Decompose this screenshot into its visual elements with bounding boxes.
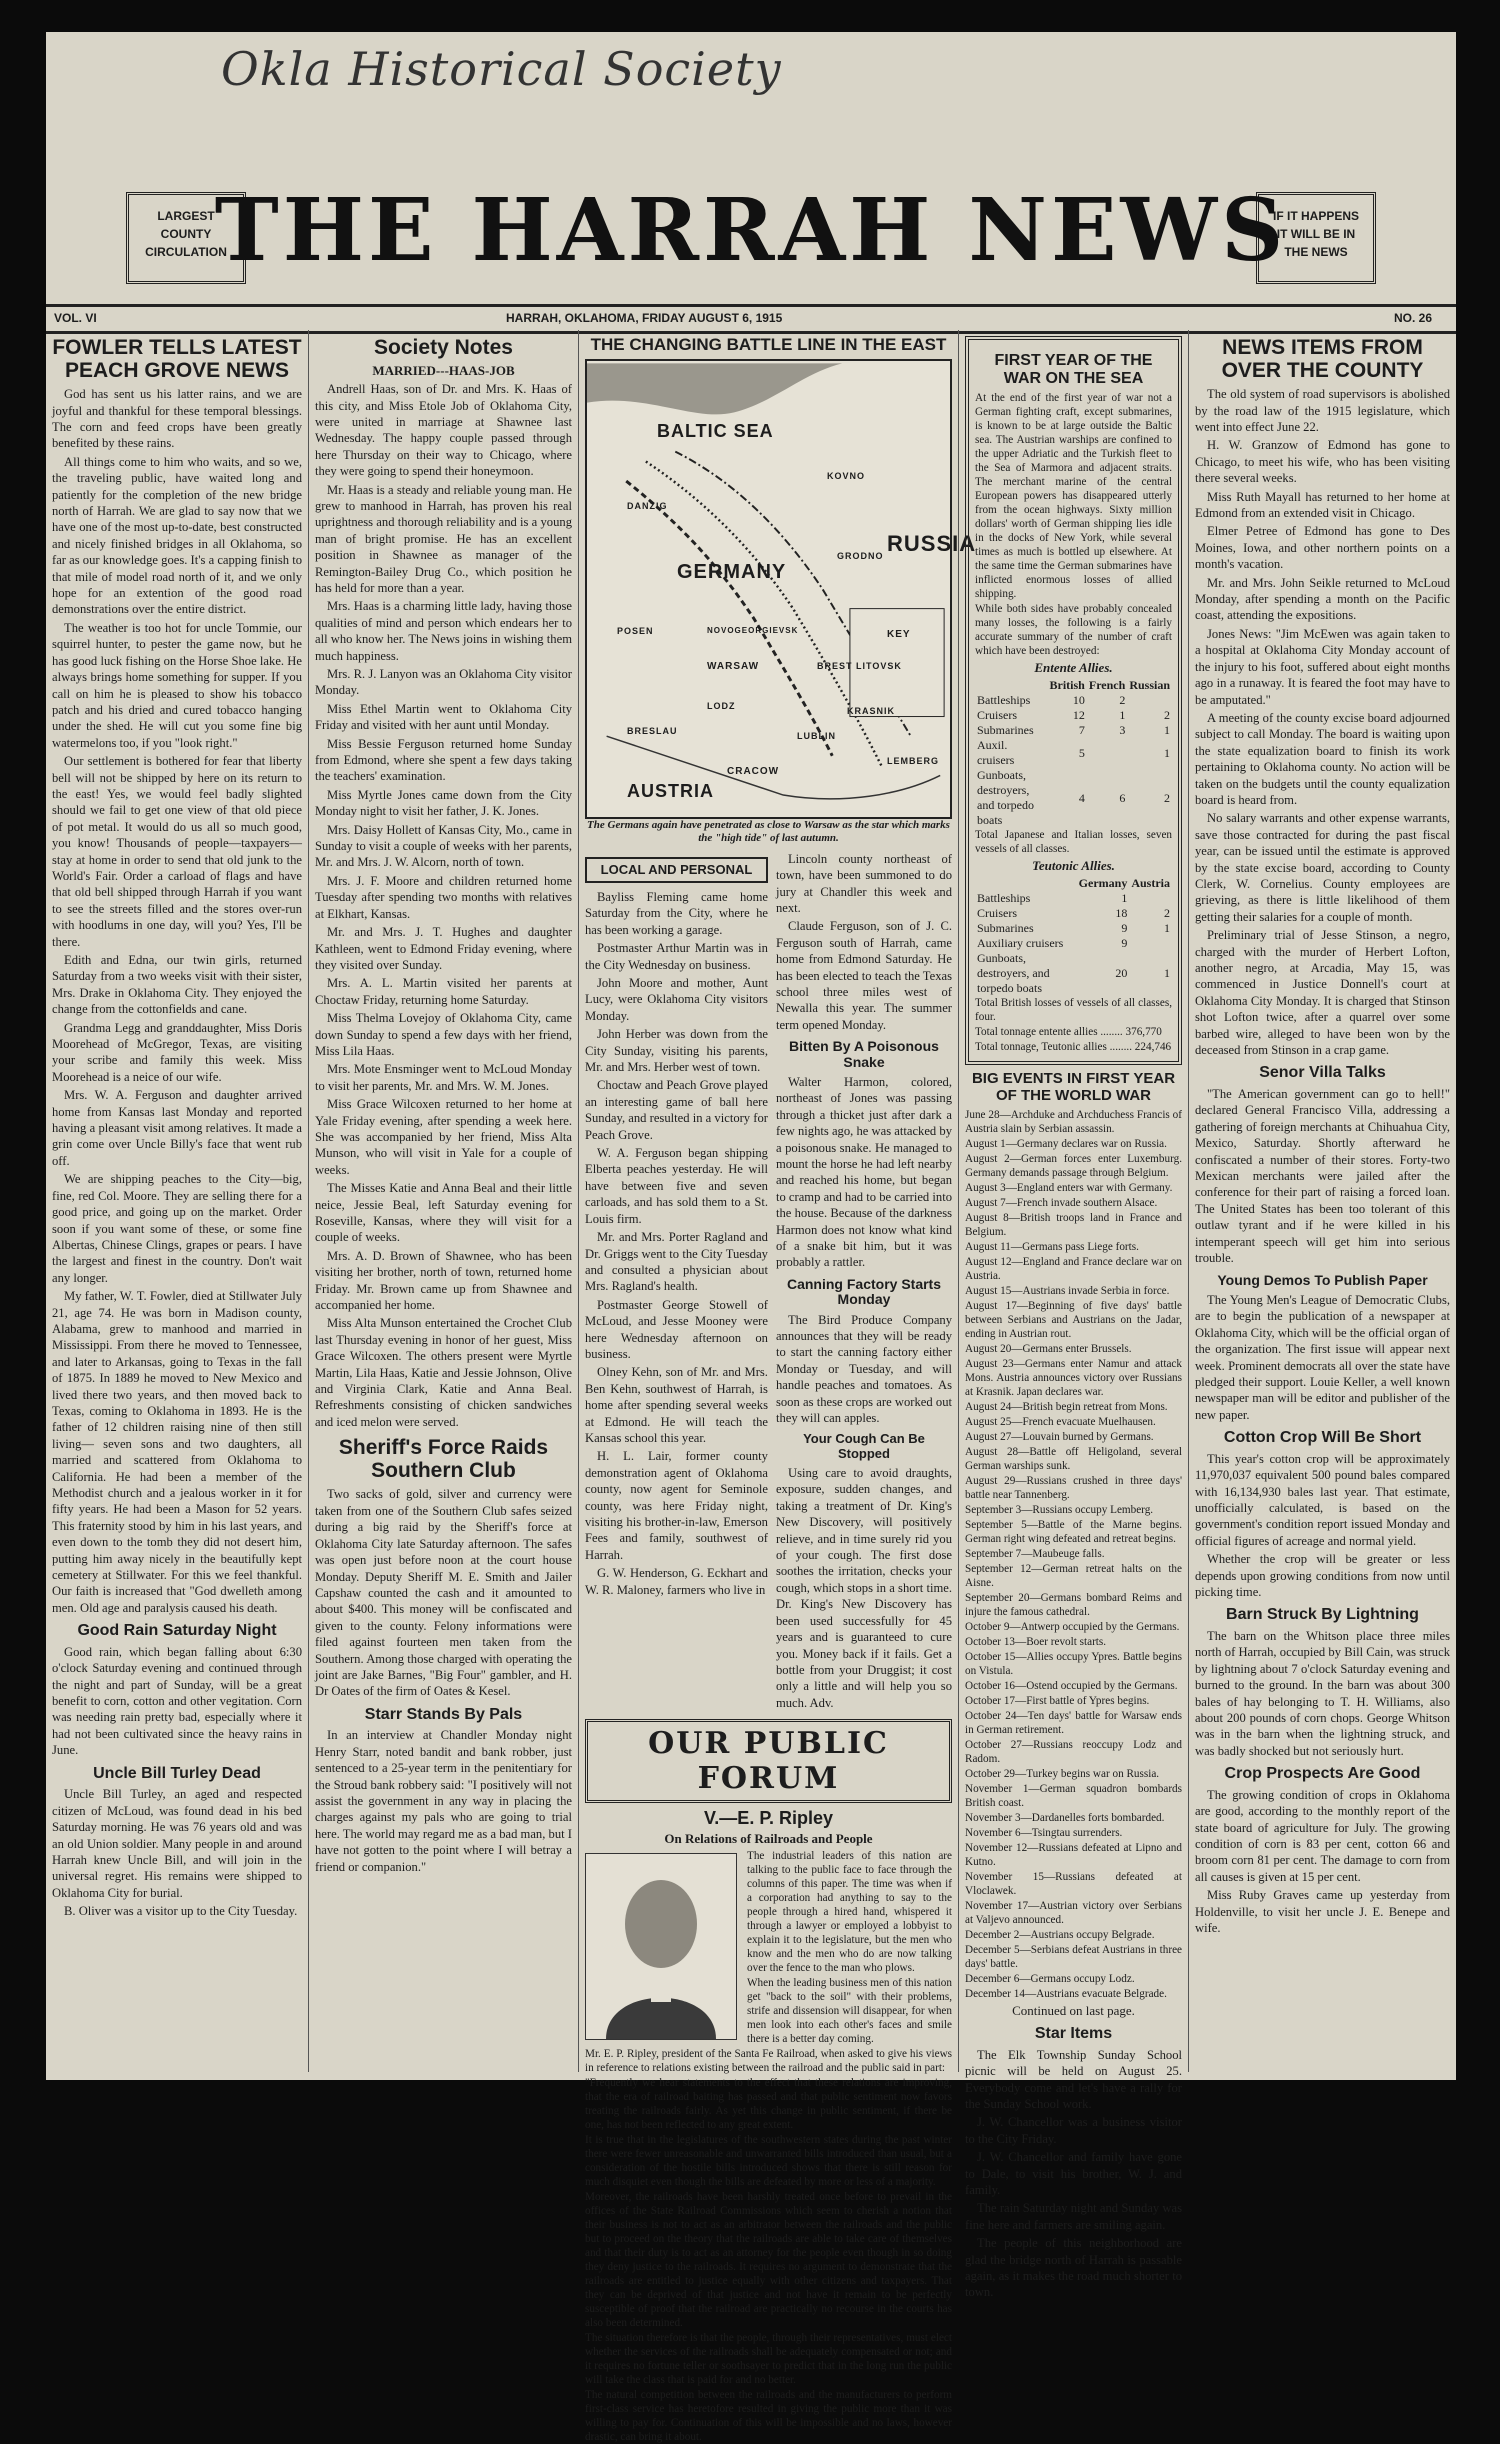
paragraph: December 6—Germans occupy Lodz. (965, 1973, 1135, 1986)
table-row (975, 921, 1172, 936)
entente-note: Total Japanese and Italian losses, seven vessels of all classes. (975, 829, 1172, 856)
paragraph: October 29—Turkey begins war on Russia. (965, 1768, 1160, 1781)
paragraph: Good rain, which began falling about 6:30 o'clock Saturday evening and continued through the night and part of Sunday, will be a great benefit to corn, cotton and other vegitation. Corn was needing rain pretty bad, especially where it had not been cultivated since the heavy rains in June. (52, 1644, 302, 1758)
paragraph: This year's cotton crop will be approximately 11,970,037 equivalent 500 pound bales compared with 16,134,930 bales last year. That estimate, unofficially calculated, is based on the government's condition report issued Monday and official figures of acreage and normal yield. (1195, 1451, 1450, 1548)
table-cell: 5 (1078, 745, 1085, 760)
paragraph: The rain Saturday night and Sunday was fine here and farmers are smiling again. (965, 2201, 1182, 2232)
table-cell: 1 (1119, 708, 1126, 723)
table-cell: 18 (1115, 906, 1128, 921)
paragraph: Mrs. W. A. Ferguson and daughter arrived home from Kansas last Monday and reported having a pleasant visit among relatives. It made a grin come over Uncle Billy's face that went rub off. (52, 1088, 302, 1168)
paragraph: "Frequently we hear statements to the effect that these relations are improving, that the era of railroad baiting has passed and that public sentiment now favors treating the railroads fairly. As yet this change in public sentiment, if there be one, has not been reflected to any great extent. (585, 2076, 952, 2131)
entente-title: Entente Allies. (1034, 660, 1113, 676)
table-row (975, 738, 1172, 768)
article-headline: FOWLER TELLS LATEST PEACH GROVE NEWS (52, 336, 302, 383)
map-label: KOVNO (827, 470, 866, 481)
article-headline: BIG EVENTS IN FIRST YEAR OF THE WORLD WAR (971, 1070, 1176, 1104)
paragraph: September 3—Russians occupy Lemberg. (965, 1504, 1154, 1517)
handwritten-note: Okla Historical Society (221, 42, 782, 96)
map-label: LEMBERG (887, 755, 939, 766)
forum-subhead: On Relations of Railroads and People (664, 1830, 873, 1846)
column-1 (46, 330, 308, 2072)
paragraph: Jones News: "Jim McEwen was again taken to a hospital at Oklahoma City Monday account of the injury to his foot, suffered about eight months ago in a runaway. It is feared the foot may have to be amputated." (1195, 626, 1450, 707)
table-header-cell: Austria (1131, 876, 1170, 891)
table-cell: Gunboats, destroyers, and torpedo boats (977, 768, 1034, 828)
paragraph: September 5—Battle of the Marne begins. German right wing defeated and retreat begins. (965, 1519, 1182, 1546)
paragraph: The Young Men's League of Democratic Clubs, are to begin the publication of a newspaper at Oklahoma City, which will be the official organ of the organization. The first issue will appear next week. Prominent democrats all over the state have pledged their support. Louie Keller, a well known newspaper man will be editor and publisher of the new paper. (1195, 1292, 1450, 1422)
forum-body (585, 1849, 952, 2444)
paragraph: Miss Myrtle Jones came down from the City Monday night to visit her father, J. K. Jones. (315, 787, 572, 819)
paragraph: All things come to him who waits, and so we, the traveling public, have waited long and patiently for the completion of the new bridge north of Harrah. We are glad to say now that we have one of the most up-to-date, best constructed and nicely finished bridges in all Oklahoma, so far as our knowledge goes. It's a capping finish to that mile of model road north of it, and we only hope for an extention of the good road demonstrations over the entire district. (52, 454, 302, 617)
paragraph: J. W. Chancellor and family have gone to Dale, to visit his brother, W. J. and family. (965, 2150, 1182, 2198)
table-cell (1127, 693, 1172, 708)
table-cell: Battleships (977, 891, 1031, 906)
paragraph: Using care to avoid draughts, exposure, sudden changes, and taking a treatment of Dr. King's New Discovery, will positively relieve, and in time surely rid you of your cough. The first dose soothes the irritation, checks your cough, which stops in a short time. Dr. King's New Discovery has been used successfully for 45 years and is guaranteed to cure you. Money back if it fails. Get a bottle from your Druggist; it cost only a little and will help you so much. Adv. (775, 1466, 952, 1710)
paragraph: The Bird Produce Company announces that they will be ready to start the canning factory either Monday or Tuesday, and will handle peaches and tomatoes. As soon as these crops are worked out they will can apples. (775, 1312, 952, 1426)
article-headline: Cotton Crop Will Be Short (1223, 1429, 1422, 1447)
paragraph: August 15—Austrians invade Serbia in force. (965, 1285, 1170, 1298)
table-cell: Gunboats, destroyers, and torpedo boats (977, 951, 1050, 996)
paragraph: October 13—Boer revolt starts. (965, 1636, 1107, 1649)
events-list (965, 1108, 1182, 2001)
map-label: LUBLIN (797, 730, 836, 741)
paragraph: Mrs. Haas is a charming little lady, having those qualities of mind and person which endears her to all who know her. The News joins in wishing them much happiness. (315, 599, 572, 663)
local-personal-headline: LOCAL AND PERSONAL (585, 857, 768, 883)
paragraph: My father, W. T. Fowler, died at Stillwater July 21, age 74. He was born in Madison county, Alabama, grew to manhood and married in Mississippi. From there he moved to Tennessee, and later to Arkansas, going to Texas in the fall of 1875. In 1889 he moved to New Mexico and lived there two years, and then moved back to Texas, coming to Oklahoma in 1893. He is the father of 12 children raising nine of then still living— seven sons and two daughters, all married and scattered from Oklahoma to California. He had been a member of the Methodist church and a jealous worker in it for fifty years. He had been a Mason for 52 years. This fraternity stood by him in his last years, and even down to the tomb they did not desert him, putting him away nicely in the beautifully kept cemetery at Stillwater. For this we feel thankful. Our faith is increased that "God dwelleth among men. Old age and paralysis caused his death. (52, 1289, 302, 1615)
article-body (965, 2047, 1182, 2301)
map-label: BRESLAU (627, 725, 678, 736)
teutonic-table (975, 876, 1172, 996)
paragraph: August 17—Beginning of five days' battle between Serbians and Austrians on the Jadar, ending in Austrian rout. (965, 1300, 1182, 1341)
paragraph: November 12—Russians defeated at Lipno and Kutno. (965, 1842, 1182, 1869)
article-headline: Young Demos To Publish Paper (1217, 1271, 1428, 1288)
table-cell: 1 (1164, 966, 1170, 981)
table-header-cell: Germany (1078, 876, 1128, 891)
paragraph: The natural competition between the railroads and the manufacturers to perform first-class service has heretofore resulted in giving the public more than it was willing to pay for. Continuation of this will be impossible and no laws, however drastic, can bring it about. (585, 2388, 952, 2443)
paragraph: November 6—Tsingtau surrenders. (965, 1827, 1123, 1840)
paragraph: Claude Ferguson, son of J. C. Ferguson south of Harrah, came home from Edmond Saturday. He has been elected to teach the Texas school three miles west of Newalla this year. The summer term opened Monday. (775, 919, 952, 1032)
paragraph: August 25—French evacuate Muelhausen. (965, 1416, 1156, 1429)
table-cell: 1 (1121, 891, 1128, 906)
paragraph: August 28—Battle off Heligoland, several German warships sunk. (965, 1446, 1182, 1473)
paragraph: H. W. Granzow of Edmond has gone to Chicago, to meet his wife, who has been visiting there several weeks. (1195, 438, 1450, 486)
table-row (975, 951, 1172, 996)
article-body (975, 391, 1172, 658)
paragraph: It is true that in the legislatures of the southwestern states during the past winter there were fewer unreasonable and unwarranted bills introduced than usual, but a consideration of the hostile bills introduced shows that there is still reason for much disquiet even though the bills are defeated by more or less of a majority. (585, 2133, 952, 2188)
paragraph: August 11—Germans pass Liege forts. (965, 1241, 1139, 1254)
article-headline: Starr Stands By Pals (364, 1705, 523, 1723)
paragraph: Elmer Petree of Edmond has gone to Des Moines, Iowa, and other northern points on a month's vacation. (1195, 524, 1450, 572)
article-headline: NEWS ITEMS FROM OVER THE COUNTY (1221, 336, 1424, 383)
newspaper-page (46, 32, 1456, 2443)
table-row (975, 708, 1172, 723)
table-cell: 9 (1121, 936, 1128, 951)
column-2 (309, 330, 578, 2072)
table-cell (1087, 738, 1127, 768)
paragraph: The old system of road supervisors is abolished by the road law of the 1915 legislature, which went into effect June 22. (1195, 387, 1450, 434)
map-label: CRACOW (727, 765, 780, 777)
article-body (52, 1786, 302, 1919)
place-date: HARRAH, OKLAHOMA, FRIDAY AUGUST 6, 1915 (506, 311, 783, 325)
paragraph: October 24—Ten days' battle for Warsaw ends in German retirement. (965, 1710, 1182, 1737)
map-label: BREST LITOVSK (817, 660, 902, 671)
article-body (776, 1465, 952, 1711)
article-body (315, 1727, 572, 1875)
article-headline: Sheriff's Force Raids Southern Club (338, 1436, 549, 1483)
paragraph: Mr. E. P. Ripley, president of the Santa Fe Railroad, when asked to give his views in reference to relations existing between the railroad and the public said in part: (585, 2047, 952, 2074)
paragraph: November 15—Russians defeated at Vloclawek. (965, 1871, 1182, 1898)
paragraph: John Moore and mother, Aunt Lucy, were Oklahoma City visitors Monday. (585, 976, 768, 1023)
paragraph: Miss Bessie Ferguson returned home Sunday from Edmond, where she spent a few days taking the teachers' examination. (315, 736, 572, 784)
article-headline: Canning Factory Starts Monday (786, 1275, 941, 1308)
article-body (1195, 1787, 1450, 1937)
map-label: DANZIG (627, 500, 668, 511)
paragraph: The Elk Township Sunday School picnic will be held on August 25. Everybody come and let's have a rally for the Sunday School work. (965, 2047, 1182, 2111)
local-columns (585, 851, 952, 1713)
entente-table (975, 678, 1172, 828)
paragraph: God has sent us his latter rains, and we are joyful and thankful for these temporal blessings. The corn and feed crops have been greatly benefited by these rains. (52, 387, 302, 451)
table-cell: 12 (1072, 708, 1085, 723)
table-row (975, 906, 1172, 921)
table-cell: Auxil. cruisers (977, 738, 1015, 768)
map-label: WARSAW (707, 660, 760, 672)
table-cell: Battleships (977, 693, 1031, 708)
map-headline: THE CHANGING BATTLE LINE IN THE EAST (590, 335, 947, 354)
paragraph: B. Oliver was a visitor up to the City Tuesday. (64, 1904, 298, 1919)
paragraph: Mrs. J. F. Moore and children returned home Tuesday after spending two months with relatives at Elkhart, Kansas. (315, 873, 572, 921)
paragraph: August 20—Germans enter Brussels. (965, 1343, 1132, 1356)
table-header-cell: British (1049, 678, 1085, 693)
article-body (1195, 1451, 1450, 1601)
paragraph: Two sacks of gold, silver and currency were taken from one of the Southern Club safes seized during a big raid by the Sheriff's force at Oklahoma City late Saturday afternoon. The safes was open just before noon at the court house Monday. Deputy Sheriff M. E. Smith and Jailer Capshaw counted the cash and it amounted to about $400. This money will be confiscated and given to the county. Felony informations were filed against fourteen men taken from the Southern. Among those charged with operating the joint are Jake Barnes, "Big Four" gambler, and H. Dr Oates of the firm of Oates & Kesel. (315, 1487, 572, 1699)
paragraph: Moreover, the railroads have been harshly treated once before to prevail in the offices of the State Railroad Commissions which seem to cherish a notion that their business is not to act as an arbitrator between the railroads and the public but to proceed on the theory that the railroads are able to take care of themselves and that their duty is to act as an attorney for the people even though in so doing they deny justice to the railroads. It requires no argument to demonstrate that the railroads are entitled to justice equally with other citizens and taxpayers. That they can be deprived of that justice and not have it remain to be perfectly susceptible of proof that the railroad are practically no recourse in the courts has also been determined. (585, 2190, 952, 2329)
map-label: POSEN (617, 625, 654, 636)
paragraph: August 29—Russians crushed in three days' battle near Tannenberg. (965, 1475, 1182, 1502)
paragraph: "The American government can go to hell!" declared General Francisco Villa, addressing a gathering of foreign merchants at Chihuahua City, Mexico, Saturday. Shortly afterward he confiscated a number of their stores. Forty-two Mexican merchants were jailed after the conference for their part of raising a forced loan. The United States has been too tolerant of this outlaw tyrant and if he were killed in his intemperant speech will get him into serious trouble. (1195, 1087, 1450, 1266)
paragraph: The weather is too hot for uncle Tommie, our squirrel hunter, to pester the game now, but he has good luck fishing on the Horse Shoe lake. He always brings home something for supper. If you call on him he is pleased to show his tobacco patch and his dried and cured tobacco hanging under the shed. He will cut you some fine big watermelons too, if you "look right." (52, 620, 302, 750)
table-cell: 20 (1115, 966, 1128, 981)
paragraph: October 17—First battle of Ypres begins. (965, 1695, 1150, 1708)
paragraph: August 7—French invade southern Alsace. (965, 1197, 1158, 1210)
table-header-cell: French (1088, 678, 1126, 693)
paragraph: Mr. and Mrs. Porter Ragland and Dr. Griggs went to the City Tuesday and consulted a physician about Mrs. Ragland's health. (585, 1230, 768, 1294)
article-headline: Star Items (1034, 2025, 1113, 2043)
paragraph: August 12—England and France declare war on Austria. (965, 1256, 1182, 1283)
table-cell: 1 (1164, 921, 1170, 936)
table-row (975, 891, 1172, 906)
paragraph: Miss Alta Munson entertained the Crochet Club last Thursday evening in honor of her guest, Miss Grace Wilcoxen. The others present were Myrtle Martin, Lila Haas, Katie and Jessie Johnson, Olive and Virginia Clark, Katie and Anna Beal. Refreshments consisting of chicken sandwiches and iced melon were served. (315, 1316, 572, 1429)
column-3 (579, 330, 977, 2443)
local-right-column (776, 851, 952, 1713)
paragraph: In an interview at Chandler Monday night Henry Starr, noted bandit and bank robber, just sentenced to a 25-year term in the penitentiary for the Stroud bank robbery said: "I positively will not assist the government in any way in placing the charges against my pals who are going to trial here. The world may regard me as a bad man, but I have not gotten to the point where I will betray a friend or companion." (315, 1728, 572, 1874)
paragraph: While both sides have probably concealed many losses, the following is a fairly accurate summary of the number of craft which have been destroyed: (975, 603, 1172, 658)
paragraph: Miss Ethel Martin went to Oklahoma City Friday and visited with her aunt until Monday. (315, 701, 572, 733)
public-forum-title: OUR PUBLIC FORUM (585, 1719, 952, 1803)
paragraph: Mrs. Mote Ensminger went to McLoud Monday to visit her parents, Mr. and Mrs. W. M. Jones. (315, 1062, 572, 1093)
paragraph: Mr. Haas is a steady and reliable young man. He grew to manhood in Harrah, has proven his real uprightness and thorough reliability and is a young man of bright promise. He has an excellent position in Shawnee as manager of the Remington-Bailey Drug Co., which position he has held for more than a year. (315, 482, 572, 595)
paragraph: Miss Thelma Lovejoy of Oklahoma City, came down Sunday to spend a few days with her friend, Miss Lila Haas. (315, 1011, 572, 1058)
paragraph: The barn on the Whitson place three miles north of Harrah, occupied by Bill Cain, was struck by lightning about 7 o'clock Saturday evening and burned to the ground. In the barn was about 300 bales of hay belonging to T. H. Williams, also about 200 pounds of corn chops. George Whitson was in the barn when the lightning struck, and was badly shocked but not seriously hurt. (1195, 1628, 1450, 1758)
paragraph: Lincoln county northeast of town, have been summoned to do jury at Chandler this week and next. (775, 851, 952, 915)
paragraph: Uncle Bill Turley, an aged and respected citizen of McLoud, was found dead in his bed Saturday morning. He was 76 years old and was an old Union soldier. Many people in and around Harrah knew Uncle Bill, and will join in the universal regret. His remains were shipped to Oklahoma City for burial. (52, 1787, 302, 1900)
totals (975, 996, 1172, 1054)
paragraph: Choctaw and Peach Grove played an interesting game of ball here Sunday, and resulted in a victory for Peach Grove. (585, 1078, 768, 1142)
local-items (585, 889, 768, 1598)
table-cell: 1 (1164, 745, 1170, 760)
paragraph: Miss Ruby Graves came up yesterday from Holdenville, to visit her uncle J. E. Benepe and wife. (1195, 1888, 1450, 1936)
article-headline: Society Notes (374, 336, 513, 359)
paragraph: October 27—Russians reoccupy Lodz and Radom. (965, 1739, 1182, 1766)
article-subhead: MARRIED---HAAS-JOB (372, 363, 515, 379)
teutonic-title: Teutonic Allies. (1032, 858, 1115, 874)
map-label: AUSTRIA (627, 780, 714, 801)
volume-number: VOL. VI (54, 311, 97, 325)
paragraph: August 23—Germans enter Namur and attack Mons. Austria announces victory over Russians at Krasnik. Japan declares war. (965, 1358, 1182, 1399)
article-body (776, 1074, 952, 1271)
map-label: RUSSIA (887, 530, 977, 556)
paragraph: November 3—Dardanelles forts bombarded. (965, 1812, 1165, 1825)
paragraph: We are shipping peaches to the City—big, fine, red Col. Moore. They are selling there for a good price, and going up on the market. Order soon if you want some of these, or some fine Albertas, Chinese Clings, grapes or pears. I have the largest and finest in the country. Don't wait any longer. (52, 1172, 302, 1285)
table-cell: Submarines (977, 921, 1034, 936)
war-on-sea-box (965, 336, 1182, 1065)
table-header-cell: Russian (1129, 678, 1170, 693)
table-cell: 7 (1078, 723, 1085, 738)
table-cell: 9 (1121, 921, 1128, 936)
paragraph: John Herber was down from the City Sunday, visiting his parents, Mr. and Mrs. Herber west of town. (585, 1027, 768, 1075)
paragraph: August 8—British troops land in France and Belgium. (965, 1212, 1182, 1239)
battle-map (585, 359, 977, 819)
paragraph: W. A. Ferguson began shipping Elberta peaches yesterday. He will have between five and seven carloads, and has sold them to a St. Louis firm. (585, 1146, 768, 1226)
article-headline: Good Rain Saturday Night (77, 1622, 277, 1640)
paragraph: Mrs. Daisy Hollett of Kansas City, Mo., came in Sunday to visit a couple of weeks with her parents, Mr. and Mrs. J. W. Alcorn, north of town. (315, 822, 572, 870)
paragraph: Total tonnage entente allies ........ 376,770 (975, 1026, 1162, 1039)
paragraph: A meeting of the county excise board adjourned subject to call Monday. The board is waiting upon the state equalization board to finish its work pertaining to Oklahoma county. No action will be taken on the budgets until the county equalization board is heard from. (1195, 710, 1450, 807)
paragraph: June 28—Archduke and Archduchess Francis of Austria slain by Serbian assassin. (965, 1109, 1182, 1136)
local-left-column (585, 851, 768, 1713)
table-cell: 3 (1119, 723, 1126, 738)
table-cell: Cruisers (977, 906, 1017, 921)
table-cell: Cruisers (977, 708, 1017, 723)
paragraph: Miss Ruth Mayall has returned to her home at Edmond from an extended visit in Chicago. (1195, 489, 1450, 521)
table-row (975, 723, 1172, 738)
table-row (975, 936, 1172, 951)
paragraph: At the end of the first year of war not a German fighting craft, except submarines, is known to be at large outside the Baltic sea. The Austrian warships are confined to the upper Adriatic and the Turkish fleet to the Sea of Marmora and adjacent straits. The merchant marine of the central European powers has disappeared utterly from the ocean highways. Sixty million dollars' worth of German shipping lies idle in the docks of New York, while several times as much is bottled up elsewhere. At the same time the German submarines have inflicted enormous losses of allied shipping. (975, 392, 1172, 601)
table-cell: 2 (1164, 790, 1170, 805)
article-body (52, 386, 302, 1616)
paragraph: Total tonnage, Teutonic allies ........ 224,746 (975, 1041, 1172, 1054)
column-4 (959, 330, 1188, 2300)
paragraph: Postmaster George Stowell of McLoud, and Jesse Mooney were here Wednesday afternoon on business. (585, 1297, 768, 1361)
portrait-svg (586, 1854, 736, 2039)
paragraph: November 17—Austrian victory over Serbians at Valjevo announced. (965, 1900, 1182, 1927)
paragraph: September 12—German retreat halts on the Aisne. (965, 1563, 1182, 1590)
paragraph: December 14—Austrians evacuate Belgrade. (965, 1988, 1167, 2001)
paragraph: November 1—German squadron bombards British coast. (965, 1783, 1182, 1810)
table-cell: 6 (1119, 790, 1126, 805)
paragraph: Andrell Haas, son of Dr. and Mrs. K. Haas of this city, and Miss Etole Job of Oklahoma City, were united in marriage at Shawnee last Wednesday. The happy couple passed through here Thursday on their way to Chicago, where they were going to spend their honeymoon. (315, 382, 572, 479)
paragraph: December 5—Serbians defeat Austrians in three days' battle. (965, 1944, 1182, 1971)
map-label: LODZ (707, 700, 736, 711)
table-cell: 1 (1164, 723, 1170, 738)
map-label: BALTIC SEA (657, 420, 774, 441)
paragraph: Postmaster Arthur Martin was in the City Wednesday on business. (585, 941, 768, 972)
paragraph: Our settlement is bothered for fear that liberty bell will not be shipped by here on its return to the east! Yes, we would feel badly slighted should we fail to get one view of that old piece of pot metal. It would do us all so much good, you know! Thousands of people—taxpayers—stay at home in order to send that old junk to the World's Fair. Order a carload of flags and have that old bell shipped through Harrah if you want to see the streets filled and the stores over-run with hoodlums in one day, will you? Yes, I'll be there. (52, 754, 302, 949)
paragraph: October 15—Allies occupy Ypres. Battle begins on Vistula. (965, 1651, 1182, 1678)
map-caption: The Germans again have penetrated as close to Warsaw as the star which marks the "high tide" of last autumn. (587, 818, 950, 844)
article-body (1195, 1292, 1450, 1423)
left-ear-box: LARGEST COUNTY CIRCULATION (126, 192, 246, 284)
paragraph: Mrs. A. D. Brown of Shawnee, who has been visiting her brother, north of town, returned home Friday. Mr. Brown came up from Shawnee and accompanied her home. (315, 1248, 572, 1313)
portrait-image (585, 1853, 737, 2040)
article-headline: Barn Struck By Lightning (1226, 1606, 1419, 1624)
paragraph: October 9—Antwerp occupied by the Germans. (965, 1621, 1180, 1634)
table-header-row (975, 876, 1172, 891)
article-headline: Senor Villa Talks (1259, 1064, 1386, 1082)
map-label: KEY (887, 628, 911, 640)
column-5 (1189, 330, 1456, 2072)
paragraph: H. L. Lair, former county demonstration agent of Oklahoma county, now agent for Seminole county, was here Friday night, visiting his brother-in-law, Emerson Fees and family, southwest of Harrah. (585, 1449, 768, 1562)
table-cell: 2 (1164, 906, 1170, 921)
paragraph: August 24—British begin retreat from Mons. (965, 1401, 1168, 1414)
article-body (1195, 1086, 1450, 1266)
table-cell: Auxiliary cruisers (977, 936, 1064, 951)
article-body (315, 381, 572, 1430)
article-body (315, 1486, 572, 1699)
article-headline: Bitten By A Poisonous Snake (789, 1038, 939, 1070)
paragraph: Miss Grace Wilcoxen returned to her home at Yale Friday evening, after spending a week here. She was accompanied by her friend, Miss Alta Munson, who will visit in Yale for a couple of weeks. (315, 1097, 572, 1177)
masthead-title: THE HARRAH NEWS (214, 180, 1288, 281)
paragraph: The situation therefore is that the people, through their representatives, must elect whether the services of the railroads shall be adequately compensated or not; and it requires no fortune teller or soothsayer to predict that in the long run the public will take the class that is paid for and no better. (585, 2331, 952, 2386)
paragraph: Total British losses of vessels of all classes, four. (975, 997, 1172, 1024)
paragraph: When the leading business men of this nation get "back to the soil" with their problems, strife and dissension will disappear, for when men look into each other's faces and smile there is a better day coming. (747, 1976, 952, 2045)
map-label: NOVOGEORGIEVSK (707, 625, 799, 635)
paragraph: The industrial leaders of this nation are talking to the public face to face through the columns of this paper. The time was when if a corporation had anything to say to the people through a hired hand, whispered it through a lawyer or employed a lobbyist to explain it to the legislature, but the men who know and the men who do are now talking over the fence to the man who plows. (747, 1849, 952, 1974)
table-row (975, 693, 1172, 708)
paragraph: Whether the crop will be greater or less depends upon growing conditions from now until picking time. (1195, 1552, 1450, 1599)
paragraph: August 3—England enters war with Germany. (965, 1182, 1173, 1195)
paragraph: September 20—Germans bombard Reims and injure the famous cathedral. (965, 1592, 1182, 1619)
paragraph: Mr. and Mrs. J. T. Hughes and daughter Kathleen, went to Edmond Friday evening, where they visited over Sunday. (315, 925, 572, 972)
paragraph: The people of this neighborhood are glad the bridge north of Harrah is passable again, as it makes the road much shorter to town. (965, 2236, 1182, 2300)
article-headline: Crop Prospects Are Good (1224, 1765, 1421, 1783)
paragraph: August 1—Germany declares war on Russia. (965, 1138, 1167, 1151)
article-headline: Your Cough Can Be Stopped (803, 1431, 925, 1461)
paragraph: The Misses Katie and Anna Beal and their little neice, Jessie Beal, left Saturday evening for Roseville, Kansas, where they will visit for a couple of weeks. (315, 1181, 572, 1245)
continued-note: Continued on last page. (1012, 2003, 1135, 2019)
table-cell: 4 (1078, 790, 1085, 805)
table-cell (1129, 891, 1172, 906)
paragraph: Bayliss Fleming came home Saturday from the City, where he has been working a garage. (585, 889, 768, 937)
table-cell: 10 (1072, 693, 1085, 708)
paragraph: Walter Harmon, colored, northeast of Jones was passing through a thicket just after dark a few nights ago, he was attacked by a poisonous snake. He managed to mount the horse he had left nearby and reached his home, but began to cramp and had to be carried into the house. Because of the darkness Harmon does not know what kind of a snake bit him, but it was probably a rattler. (775, 1074, 952, 1270)
paragraph: August 27—Louvain burned by Germans. (965, 1431, 1154, 1444)
article-body (52, 1644, 302, 1759)
paragraph: Grandma Legg and granddaughter, Miss Doris Moorehead of McGregor, Texas, are visiting your scribe and family this week. Miss Moorehead is a neice of our wife. (52, 1020, 302, 1084)
table-header-cell (975, 678, 1048, 693)
local-items (776, 851, 952, 1033)
paragraph: The growing condition of crops in Oklahoma are good, according to the monthly report of the state board of agriculture for July. The growing condition of corn is 83 per cent, cotton 66 and broom corn 81 per cent. The damage to corn from all causes is given at 15 per cent. (1195, 1787, 1450, 1884)
article-headline: Uncle Bill Turley Dead (93, 1764, 261, 1782)
paragraph: Preliminary trial of Jesse Stinson, a negro, charged with the murder of Herbert Lofton, another negro, at Arcadia, May 15, was commenced in Justice Donnell's court at Oklahoma City Monday. It is charged that Stinson shot Lofton twice, after a quarrel over some barbed wire, alleged to have been won by the deceased from Stinson in a crap game. (1195, 928, 1450, 1058)
article-headline: FIRST YEAR OF THE WAR ON THE SEA (994, 352, 1153, 387)
paragraph: October 16—Ostend occupied by the Germans. (965, 1680, 1178, 1693)
paragraph: September 7—Maubeuge falls. (965, 1548, 1105, 1561)
paragraph: Mrs. R. J. Lanyon was an Oklahoma City visitor Monday. (315, 667, 572, 698)
map-label: GERMANY (677, 560, 787, 583)
paragraph: Olney Kehn, son of Mr. and Mrs. Ben Kehn, southwest of Harrah, is home after spending several weeks at Edmond. He will teach the Kansas school this year. (585, 1365, 768, 1445)
table-cell: 2 (1119, 693, 1126, 708)
paragraph: December 2—Austrians occupy Belgrade. (965, 1929, 1155, 1942)
forum-headline: V.—E. P. Ripley (703, 1808, 834, 1829)
paragraph: August 2—German forces enter Luxemburg. Germany demands passage through Belgium. (965, 1153, 1182, 1180)
paragraph: Edith and Edna, our twin girls, returned Saturday from a two weeks visit with their sister, Mrs. Drake in Oklahoma City. They enjoyed the change from the cottonfields and cane. (52, 953, 302, 1017)
paragraph: Mr. and Mrs. John Seikle returned to McLoud Monday, after spending a month on the Pacific coast, attending the expositions. (1195, 575, 1450, 623)
table-header-cell (975, 876, 1077, 891)
paragraph: J. W. Chancellor was a business visitor to the City Friday. (965, 2115, 1182, 2146)
paragraph: No salary warrants and other expense warrants, save those contracted for during the past fiscal year, can be issued until the estimate is approved by the state excise board, according to County Clerk, W. Cornelius. County employees are grieving, as there is little likelihood of them getting their salaries for a couple of month. (1195, 811, 1450, 924)
paragraph: G. W. Henderson, G. Eckhart and W. R. Maloney, farmers who live in (585, 1566, 768, 1597)
table-cell: 2 (1164, 708, 1170, 723)
article-body (776, 1312, 952, 1427)
table-header-row (975, 678, 1172, 693)
issue-number: NO. 26 (1393, 311, 1432, 325)
table-cell (1129, 936, 1172, 951)
map-label: KRASNIK (847, 705, 896, 716)
article-body (1195, 1628, 1450, 1759)
article-body (1195, 386, 1450, 1058)
right-ear-box: IF IT HAPPENS IT WILL BE IN THE NEWS (1256, 192, 1376, 284)
map-label: GRODNO (837, 550, 884, 561)
table-cell: Submarines (977, 723, 1034, 738)
paragraph: Mrs. A. L. Martin visited her parents at Choctaw Friday, returning home Saturday. (315, 976, 572, 1007)
table-row (975, 768, 1172, 828)
